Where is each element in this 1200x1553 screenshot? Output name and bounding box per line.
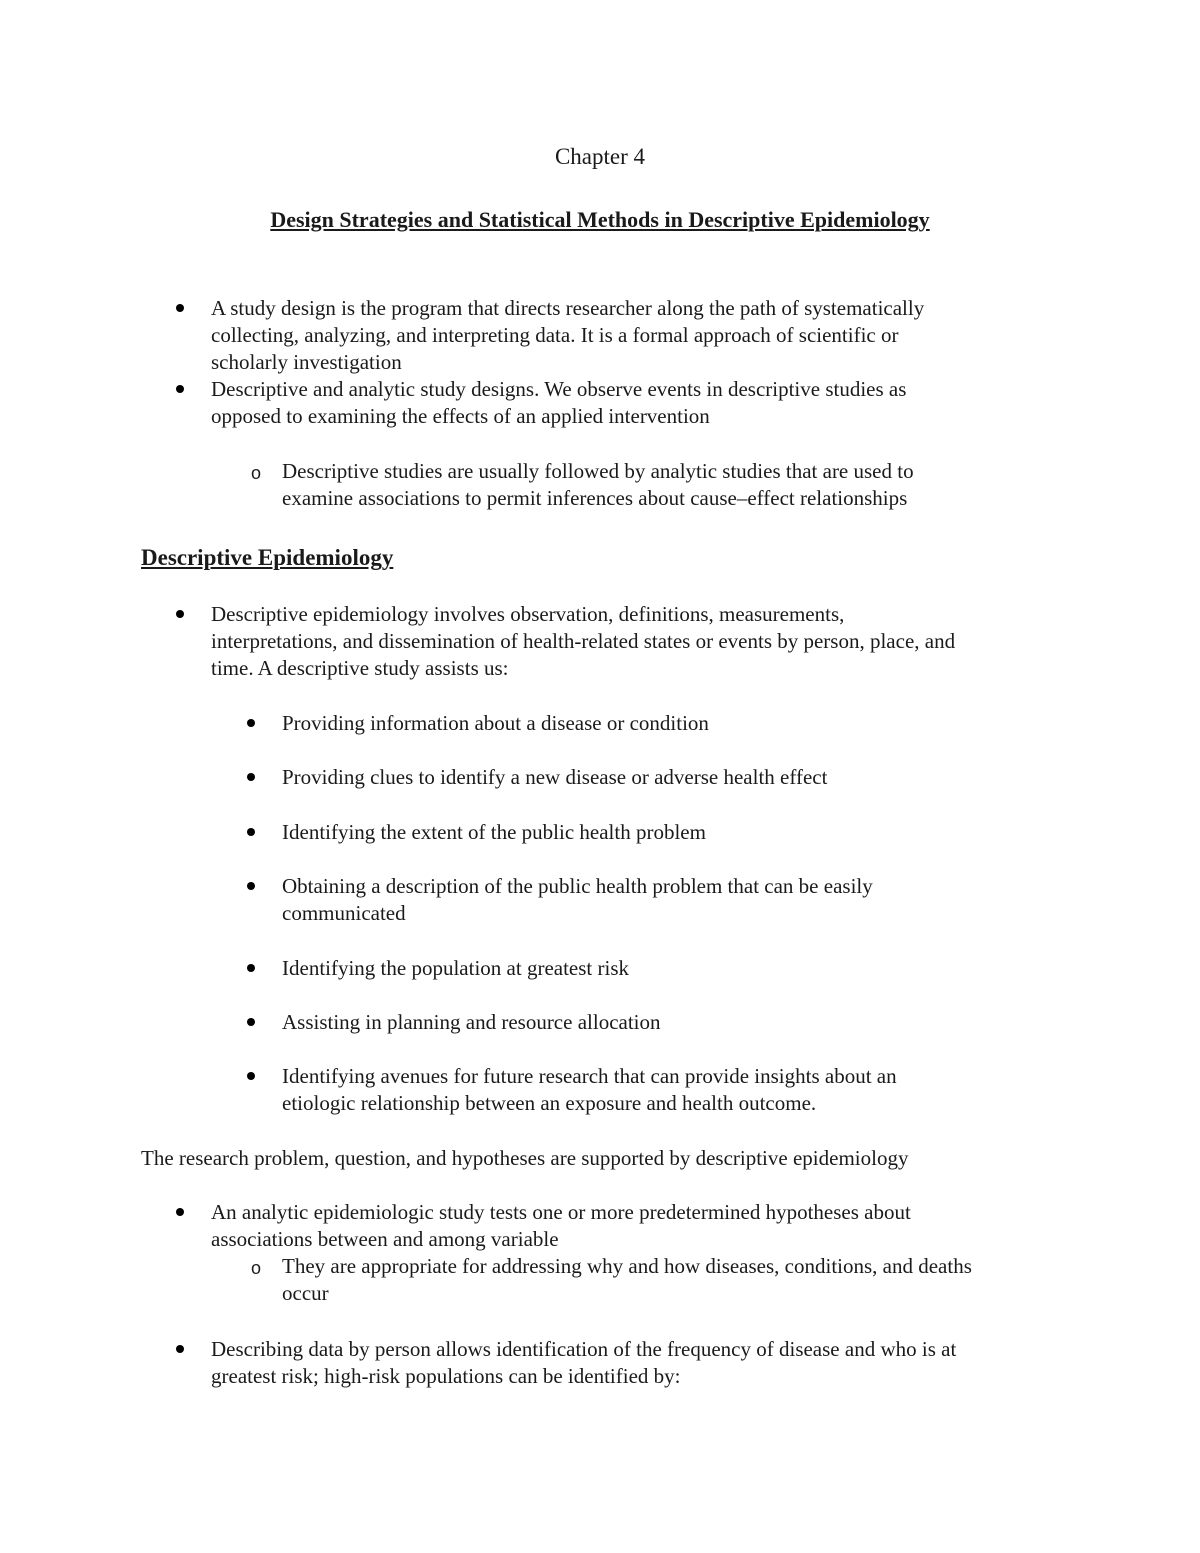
list-item-line: Providing clues to identify a new disease or adverse health effect	[282, 765, 828, 789]
document-title: Design Strategies and Statistical Methods in Descriptive Epidemiology	[270, 207, 930, 232]
list-item-line: Assisting in planning and resource allocation	[282, 1010, 661, 1034]
bullet-text-line: Descriptive epidemiology involves observation, definitions, measurements,	[211, 602, 845, 626]
list-item-line: Identifying the extent of the public health problem	[282, 820, 706, 844]
sub-bullet-text-line: examine associations to permit inferences about cause–effect relationships	[282, 486, 908, 510]
bullet-dot	[247, 882, 255, 890]
section-heading: Descriptive Epidemiology	[141, 545, 394, 570]
sub-bullet-text-line: Descriptive studies are usually followed by analytic studies that are used to	[282, 459, 914, 483]
bullet-text-line: opposed to examining the effects of an applied intervention	[211, 404, 710, 428]
list-item-line: communicated	[282, 901, 406, 925]
research-paragraph: The research problem, question, and hypotheses are supported by descriptive epidemiology	[141, 1146, 909, 1170]
bullet-text-line: Descriptive and analytic study designs. We observe events in descriptive studies as	[211, 377, 907, 401]
bullet-dot	[247, 828, 255, 836]
sub-bullet-text-line: occur	[282, 1281, 329, 1305]
bullet-text-line: A study design is the program that directs researcher along the path of systematically	[211, 296, 925, 320]
sub-bullet-circle: o	[251, 1258, 262, 1278]
bullet-dot	[247, 773, 255, 781]
bullet-dot	[247, 719, 255, 727]
bullet-dot	[247, 1072, 255, 1080]
bullet-text-line: An analytic epidemiologic study tests one or more predetermined hypotheses about	[211, 1200, 911, 1224]
chapter-heading: Chapter 4	[554, 144, 646, 169]
bullet-text-line: time. A descriptive study assists us:	[211, 656, 509, 680]
sub-bullet-text-line: They are appropriate for addressing why and how diseases, conditions, and deaths	[282, 1254, 972, 1278]
bullet-dot	[176, 1345, 184, 1353]
list-item-line: Identifying the population at greatest risk	[282, 956, 629, 980]
bullet-text-line: Describing data by person allows identification of the frequency of disease and who is at	[211, 1337, 957, 1361]
list-item-line: etiologic relationship between an exposure and health outcome.	[282, 1091, 817, 1115]
bullet-text-line: associations between and among variable	[211, 1227, 559, 1251]
bullet-dot	[176, 304, 184, 312]
bullet-dot	[176, 610, 184, 618]
list-item-line: Identifying avenues for future research that can provide insights about an	[282, 1064, 897, 1088]
bullet-text-line: greatest risk; high-risk populations can be identified by:	[211, 1364, 681, 1388]
bullet-dot	[176, 1208, 184, 1216]
bullet-text-line: collecting, analyzing, and interpreting data. It is a formal approach of scientific or	[211, 323, 899, 347]
bullet-dot	[176, 385, 184, 393]
bullet-dot	[247, 964, 255, 972]
bullet-dot	[247, 1018, 255, 1026]
list-item-line: Providing information about a disease or condition	[282, 711, 709, 735]
sub-bullet-circle: o	[251, 463, 262, 483]
bullet-text-line: interpretations, and dissemination of health-related states or events by person, place, and	[211, 629, 956, 653]
list-item-line: Obtaining a description of the public health problem that can be easily	[282, 874, 873, 898]
bullet-text-line: scholarly investigation	[211, 350, 402, 374]
